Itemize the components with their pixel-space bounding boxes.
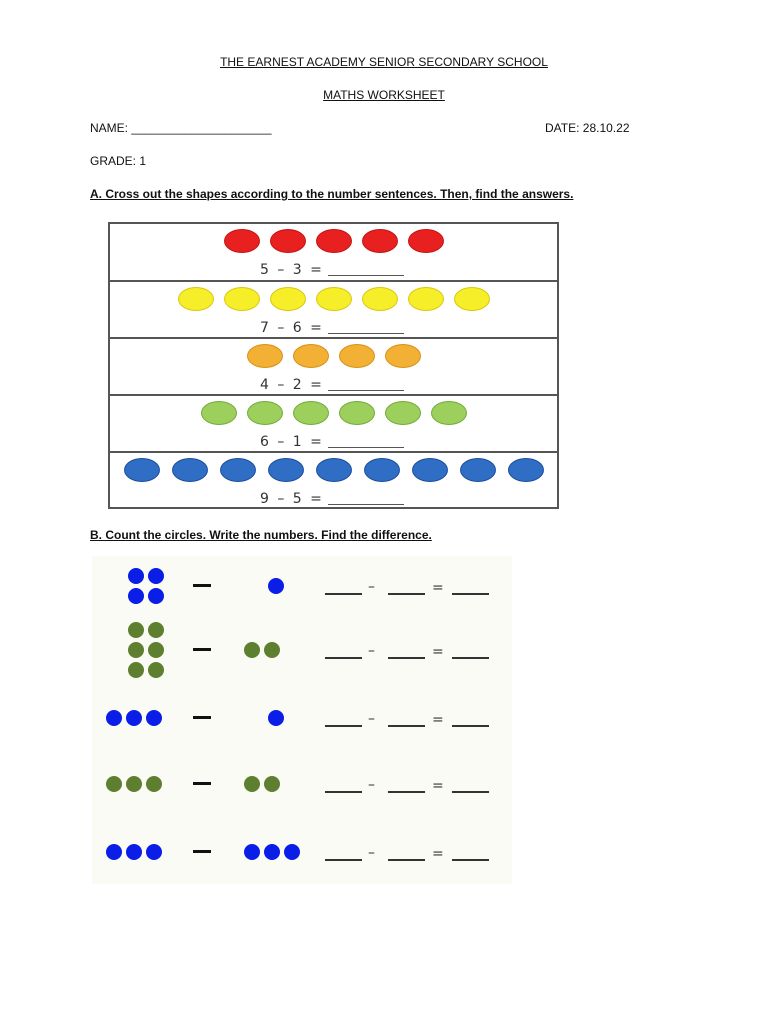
number-blank[interactable] — [325, 593, 362, 595]
difference-blank[interactable] — [452, 593, 489, 595]
circle-shape[interactable] — [224, 229, 260, 253]
circle-dot — [106, 844, 122, 860]
exercise-row-5 — [110, 453, 557, 507]
shape-group — [110, 287, 557, 311]
circle-dot — [146, 776, 162, 792]
exercise-row-1 — [110, 224, 557, 282]
number-sentence — [260, 320, 404, 336]
circle-shape[interactable] — [508, 458, 544, 482]
equation-text: 9 – 5 = — [260, 491, 324, 507]
equals-operator: = — [432, 846, 444, 862]
equals-operator: = — [432, 712, 444, 728]
circle-dot — [148, 622, 164, 638]
circle-dot — [128, 622, 144, 638]
left-circle-group — [128, 568, 164, 604]
circle-dot — [128, 662, 144, 678]
equation-text: 5 – 3 = — [260, 262, 324, 278]
circle-shape[interactable] — [385, 344, 421, 368]
difference-blank[interactable] — [452, 725, 489, 727]
circle-dot — [264, 776, 280, 792]
circle-dot — [126, 776, 142, 792]
circle-dot — [128, 568, 144, 584]
number-blank[interactable] — [325, 859, 362, 861]
circle-dot — [264, 844, 280, 860]
circle-dot — [128, 642, 144, 658]
circle-dot — [148, 568, 164, 584]
circle-dot — [244, 844, 260, 860]
circle-dot — [106, 776, 122, 792]
circle-shape[interactable] — [270, 287, 306, 311]
circle-shape[interactable] — [247, 401, 283, 425]
number-blank[interactable] — [388, 725, 425, 727]
circle-shape[interactable] — [364, 458, 400, 482]
date-label: DATE: 28.10.22 — [545, 121, 630, 135]
circle-dot — [244, 642, 260, 658]
circle-shape[interactable] — [362, 229, 398, 253]
minus-operator: – — [368, 643, 375, 659]
difference-blank[interactable] — [452, 657, 489, 659]
number-sentence — [260, 434, 404, 450]
minus-operator: – — [368, 579, 375, 595]
left-circle-group — [106, 776, 162, 792]
minus-sign — [193, 782, 211, 785]
circle-shape[interactable] — [316, 229, 352, 253]
number-blank[interactable] — [325, 791, 362, 793]
number-sentence — [260, 491, 404, 507]
exercise-row-2 — [110, 282, 557, 339]
circle-shape[interactable] — [412, 458, 448, 482]
number-blank[interactable] — [325, 725, 362, 727]
right-circle-group — [268, 578, 284, 594]
circle-shape[interactable] — [247, 344, 283, 368]
circle-shape[interactable] — [339, 344, 375, 368]
number-blank[interactable] — [325, 657, 362, 659]
circle-shape[interactable] — [201, 401, 237, 425]
section-b-instruction: B. Count the circles. Write the numbers. Find the difference. — [90, 528, 432, 542]
right-circle-group — [244, 844, 300, 860]
shape-group — [110, 458, 557, 482]
circle-dot — [128, 588, 144, 604]
number-blank[interactable] — [388, 657, 425, 659]
minus-sign — [193, 584, 211, 587]
answer-blank[interactable] — [328, 504, 404, 505]
school-name: THE EARNEST ACADEMY SENIOR SECONDARY SCHOOL — [220, 55, 548, 69]
circle-dot — [268, 710, 284, 726]
circle-shape[interactable] — [316, 287, 352, 311]
exercise-row-3 — [110, 339, 557, 396]
circle-shape[interactable] — [339, 401, 375, 425]
number-blank[interactable] — [388, 859, 425, 861]
circle-shape[interactable] — [460, 458, 496, 482]
equation-text: 6 – 1 = — [260, 434, 324, 450]
circle-shape[interactable] — [268, 458, 304, 482]
circle-shape[interactable] — [408, 287, 444, 311]
difference-blank[interactable] — [452, 859, 489, 861]
answer-blank[interactable] — [328, 390, 404, 391]
circle-shape[interactable] — [293, 344, 329, 368]
circle-shape[interactable] — [385, 401, 421, 425]
exercise-row-4 — [110, 396, 557, 453]
circle-dot — [284, 844, 300, 860]
circle-shape[interactable] — [178, 287, 214, 311]
right-circle-group — [268, 710, 284, 726]
circle-shape[interactable] — [293, 401, 329, 425]
number-blank[interactable] — [388, 593, 425, 595]
circle-dot — [148, 662, 164, 678]
circle-dot — [268, 578, 284, 594]
circle-dot — [244, 776, 260, 792]
shape-group — [110, 229, 557, 253]
right-circle-group — [244, 776, 280, 792]
circle-shape[interactable] — [431, 401, 467, 425]
answer-blank[interactable] — [328, 447, 404, 448]
answer-blank[interactable] — [328, 275, 404, 276]
circle-dot — [146, 710, 162, 726]
circle-dot — [146, 844, 162, 860]
name-label: NAME: _____________________ — [90, 121, 272, 135]
right-circle-group — [244, 642, 280, 658]
number-sentence — [260, 377, 404, 393]
circle-shape[interactable] — [224, 287, 260, 311]
minus-operator: – — [368, 777, 375, 793]
circle-dot — [148, 588, 164, 604]
equals-operator: = — [432, 580, 444, 596]
equation-text: 4 – 2 = — [260, 377, 324, 393]
minus-operator: – — [368, 711, 375, 727]
number-blank[interactable] — [388, 791, 425, 793]
circle-shape[interactable] — [316, 458, 352, 482]
circle-dot — [126, 844, 142, 860]
circle-dot — [106, 710, 122, 726]
circle-shape[interactable] — [454, 287, 490, 311]
left-circle-group — [128, 622, 164, 678]
circle-shape[interactable] — [172, 458, 208, 482]
worksheet-title: MATHS WORKSHEET — [323, 88, 445, 102]
minus-sign — [193, 648, 211, 651]
equation-text: 7 – 6 = — [260, 320, 324, 336]
circle-dot — [126, 710, 142, 726]
minus-operator: – — [368, 845, 375, 861]
shape-group — [110, 401, 557, 425]
shape-group — [110, 344, 557, 368]
circle-dot — [148, 642, 164, 658]
left-circle-group — [106, 710, 162, 726]
section-b-exercise — [92, 556, 512, 884]
circle-shape[interactable] — [362, 287, 398, 311]
answer-blank[interactable] — [328, 333, 404, 334]
number-sentence — [260, 262, 404, 278]
circle-shape[interactable] — [124, 458, 160, 482]
minus-sign — [193, 716, 211, 719]
grade-label: GRADE: 1 — [90, 154, 147, 168]
difference-blank[interactable] — [452, 791, 489, 793]
section-a-exercise — [108, 222, 559, 509]
section-a-instruction: A. Cross out the shapes according to the number sentences. Then, find the answers. — [90, 187, 574, 201]
circle-dot — [264, 642, 280, 658]
equals-operator: = — [432, 778, 444, 794]
minus-sign — [193, 850, 211, 853]
circle-shape[interactable] — [270, 229, 306, 253]
equals-operator: = — [432, 644, 444, 660]
left-circle-group — [106, 844, 162, 860]
circle-shape[interactable] — [408, 229, 444, 253]
circle-shape[interactable] — [220, 458, 256, 482]
